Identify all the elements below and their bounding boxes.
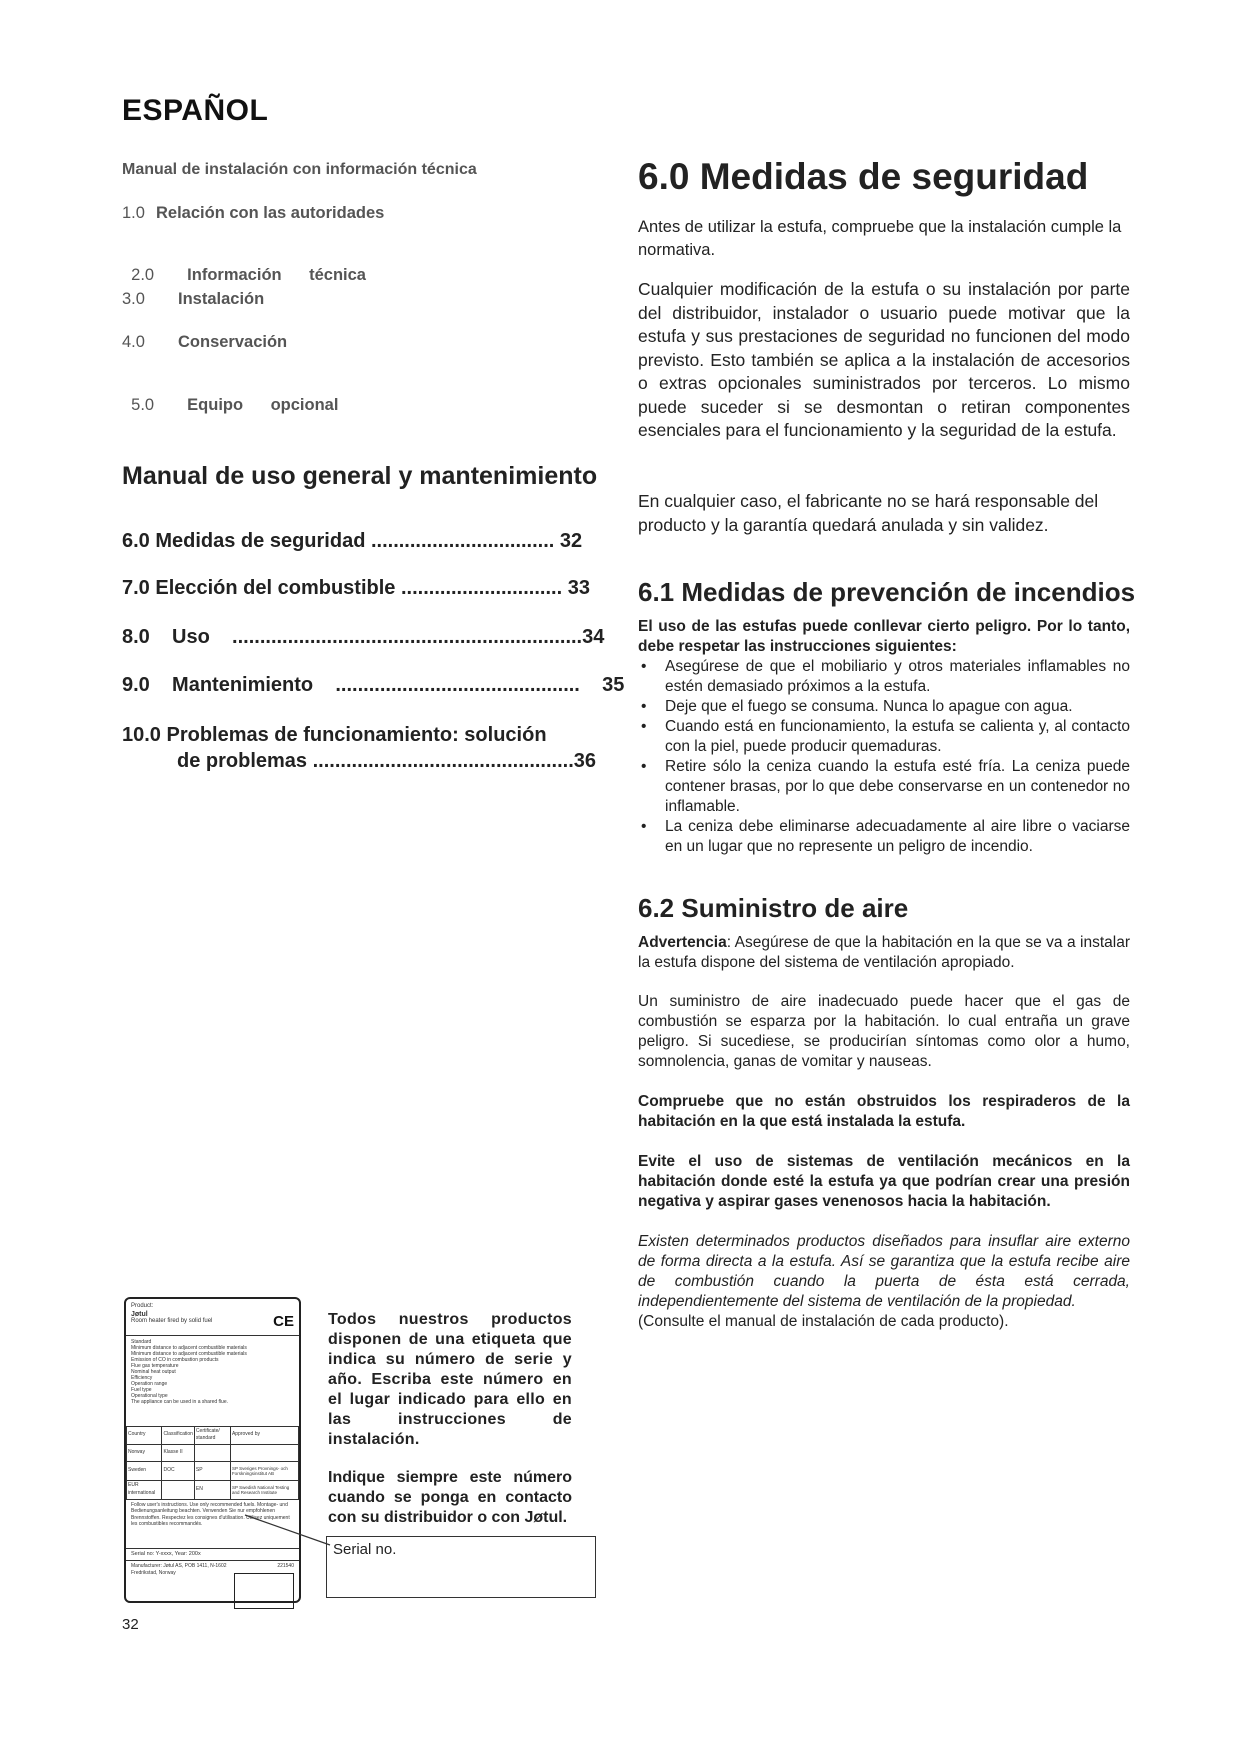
toc-dots: ............................................: [335, 674, 580, 696]
label-table-cell: Norway: [127, 1444, 162, 1461]
section-6-para: Cualquier modificación de la estufa o su instalación por parte del distribuidor, instalador o usuario puede motivar que la estufa y sus prestaciones de seguridad no funcionen del modo previsto. Esto también se aplica a la instalación de accesorios o extras opcionales suministrados por terceros. Lo mismo puede suceder si se desmontan o retiran componentes esenciales para el funcionamiento y la seguridad de la estufa.: [638, 279, 1130, 440]
label-field: Standard: [131, 1338, 152, 1345]
toc-label: Instalación: [178, 290, 265, 308]
label-field: Minimum distance to adjacent combustible materials: [131, 1350, 247, 1357]
label-table-cell: SP Sveriges Provnings- och Forskningsinstitut AB: [230, 1461, 298, 1480]
use-toc-item: [122, 674, 624, 697]
section-6-2-title: 6.2 Suministro de aire: [638, 893, 909, 923]
label-table-head: Country: [127, 1426, 162, 1444]
label-field: Emission of CO in combustion products: [131, 1356, 219, 1363]
leader-line: [240, 1510, 335, 1550]
label-field: Fuel type: [131, 1386, 152, 1393]
language-title: ESPAÑOL: [122, 94, 269, 127]
label-serial-box: [234, 1573, 294, 1609]
label-note-1: Todos nuestros productos disponen de una etiqueta que indica su número de serie y año. Escriba este número en el lugar indicado para ello en las instrucciones de instalación.: [328, 1311, 572, 1448]
label-table-cell: DOC: [162, 1461, 194, 1480]
toc-number: 4.0: [122, 333, 145, 351]
list-item: • Cuando está en funcionamiento, la estufa se calienta y, al contacto con la piel, puede producir quemaduras.: [638, 717, 1130, 757]
section-6-2-para: [638, 1232, 1130, 1332]
toc-label: Información técnica: [187, 266, 366, 284]
toc-text: 8.0 Uso: [122, 626, 233, 648]
use-manual-title: Manual de uso general y mantenimiento: [122, 462, 598, 490]
label-table-head: Approved by: [230, 1426, 298, 1444]
label-product-desc: Room heater fired by solid fuel: [131, 1318, 213, 1324]
label-field: Operational type: [131, 1392, 168, 1399]
section-6-2-para: Un suministro de aire inadecuado puede hacer que el gas de combustión se esparza por la habitación. lo cual entraña un grave peligro. Si sucediese, se producirían síntomas como olor a humo, somnolencia, ganas de vomitar y nauseas.: [638, 993, 1130, 1070]
label-table-cell: Klasse II: [162, 1444, 194, 1461]
install-toc-item: [122, 333, 287, 352]
section-6-1-intro: El uso de las estufas puede conllevar cierto peligro. Por lo tanto, debe respetar las instrucciones siguientes:: [638, 618, 1130, 655]
warning-text: : Asegúrese de que la habitación en la que se va a instalar la estufa dispone del sistema de ventilación apropiado.: [638, 934, 1130, 971]
label-product-name: Jøtul: [131, 1310, 148, 1318]
product-label-illustration: [124, 1297, 301, 1603]
use-toc-item: [122, 626, 604, 649]
toc-dots: .................................: [370, 530, 555, 552]
label-table-head: Certificate/ standard: [194, 1426, 230, 1444]
toc-label: Relación con las autoridades: [156, 204, 385, 222]
toc-dots: ...............................................: [312, 750, 574, 772]
toc-dots: .............................: [400, 577, 563, 599]
section-6-para: Antes de utilizar la estufa, compruebe que la instalación cumple la normativa.: [638, 218, 1122, 259]
label-table-cell: [230, 1444, 298, 1461]
toc-page: 32: [559, 530, 583, 552]
warning-label: Advertencia: [638, 934, 727, 951]
use-toc-item: [122, 577, 590, 600]
use-toc-item: [177, 750, 596, 773]
page-number: 32: [122, 1616, 139, 1633]
install-manual-title: Manual de instalación con información técnica: [122, 161, 477, 178]
label-table-cell: SP: [194, 1461, 230, 1480]
label-instructions: Follow user's instructions. Use only recommended fuels. Montage- und Bedienungsanleitung beachten. Verwenden Sie nur empfohlenen Brennstoffen. Respectez les consignes d'utilisation. Utilisez uniquement les combustibles recommandés.: [131, 1501, 290, 1527]
install-toc-item: [122, 247, 366, 285]
label-note-2: Indique siempre este número cuando se ponga en contacto con su distribuidor o con Jøtul.: [328, 1469, 572, 1526]
list-item: • La ceniza debe eliminarse adecuadamente al aire libre o vaciarse en un lugar que no represente un peligro de incendio.: [638, 817, 1130, 857]
section-6-1-title: 6.1 Medidas de prevención de incendios: [638, 577, 1136, 607]
toc-text: 7.0 Elección del combustible: [122, 577, 401, 599]
toc-page: 36: [573, 750, 597, 772]
toc-number: 2.0: [131, 266, 155, 284]
section-6-para: En cualquier caso, el fabricante no se hará responsable del producto y la garantía quedará anulada y sin validez.: [638, 491, 1099, 535]
ce-mark-icon: CE: [273, 1312, 294, 1330]
toc-page: 35: [602, 674, 625, 696]
toc-label: Equipo opcional: [187, 396, 339, 414]
toc-text: 9.0 Mantenimiento: [122, 674, 336, 696]
list-item: • Deje que el fuego se consuma. Nunca lo apague con agua.: [638, 697, 1130, 717]
use-toc-item: [122, 530, 582, 553]
install-toc-item: [122, 377, 338, 415]
section-6-2-note: (Consulte el manual de instalación de cada producto).: [638, 1313, 1009, 1330]
label-field: Minimum distance to adjacent combustible materials: [131, 1344, 247, 1351]
list-item: • Retire sólo la ceniza cuando la estufa esté fría. La ceniza puede contener brasas, por lo que debe conservarse en un contenedor no inflamable.: [638, 757, 1130, 817]
serial-number-label: Serial no.: [333, 1541, 397, 1558]
toc-dots: ...............................................................: [232, 626, 583, 648]
label-field: Flue gas temperature: [131, 1362, 179, 1369]
label-table-cell: EN: [194, 1480, 230, 1499]
label-table-cell: [162, 1480, 194, 1499]
toc-text: 10.0 Problemas de funcionamiento: solución: [122, 724, 547, 746]
label-note: [328, 1310, 572, 1528]
section-6-2-italic: Existen determinados productos diseñados para insuflar aire externo de forma directa a la estufa. Así se garantiza que la estufa recibe aire de combustión cuando la puerta de ésta está cerrada, independientemente del sistema de ventilación de la propiedad.: [638, 1233, 1130, 1310]
use-toc-item: [122, 724, 547, 747]
install-toc-item: [122, 290, 264, 309]
label-table-head: Classification: [162, 1426, 194, 1444]
label-table-cell: SP Swedish National Testing and Research Institute: [230, 1480, 298, 1499]
label-serial-line: Serial no: Y-xxxx, Year: 200x: [131, 1550, 201, 1557]
section-6-2-warning: [638, 933, 1130, 973]
label-table: [126, 1426, 299, 1500]
toc-page: 34: [582, 626, 605, 648]
section-6-2-para: Evite el uso de sistemas de ventilación mecánicos en la habitación donde esté la estufa ya que podrían crear una presión negativa y aspirar gases venenosos hacia la habitación.: [638, 1153, 1130, 1210]
label-field: The appliance can be used in a shared flue.: [131, 1398, 229, 1405]
label-table-cell: EUR international: [127, 1480, 162, 1499]
toc-number: 1.0: [122, 204, 145, 222]
toc-text: 6.0 Medidas de seguridad: [122, 530, 371, 552]
label-field: Operation range: [131, 1380, 168, 1387]
section-6-2-para: Compruebe que no están obstruidos los respiraderos de la habitación en la que está instalada la estufa.: [638, 1093, 1130, 1130]
label-manufacturer: Manufacturer: Jøtul AS, POB 1411, N-1602 Fredrikstad, Norway: [131, 1563, 227, 1576]
toc-page: 33: [567, 577, 590, 599]
toc-label: Conservación: [178, 333, 288, 351]
label-product-caption: Product:: [131, 1303, 154, 1309]
section-6-1-list: [638, 657, 1130, 857]
label-field: Nominal heat output: [131, 1368, 176, 1375]
list-item: • Asegúrese de que el mobiliario y otros materiales inflamables no estén demasiado próximos a la estufa.: [638, 657, 1130, 697]
section-6-title: 6.0 Medidas de seguridad: [638, 156, 1089, 197]
label-table-cell: [194, 1444, 230, 1461]
toc-number: 5.0: [131, 396, 155, 414]
install-toc-item: [122, 204, 384, 223]
toc-number: 3.0: [122, 290, 145, 308]
label-code: 221540: [277, 1563, 294, 1569]
toc-text: de problemas: [177, 750, 313, 772]
label-field: Efficiency: [131, 1374, 153, 1381]
label-table-cell: Sweden: [127, 1461, 162, 1480]
